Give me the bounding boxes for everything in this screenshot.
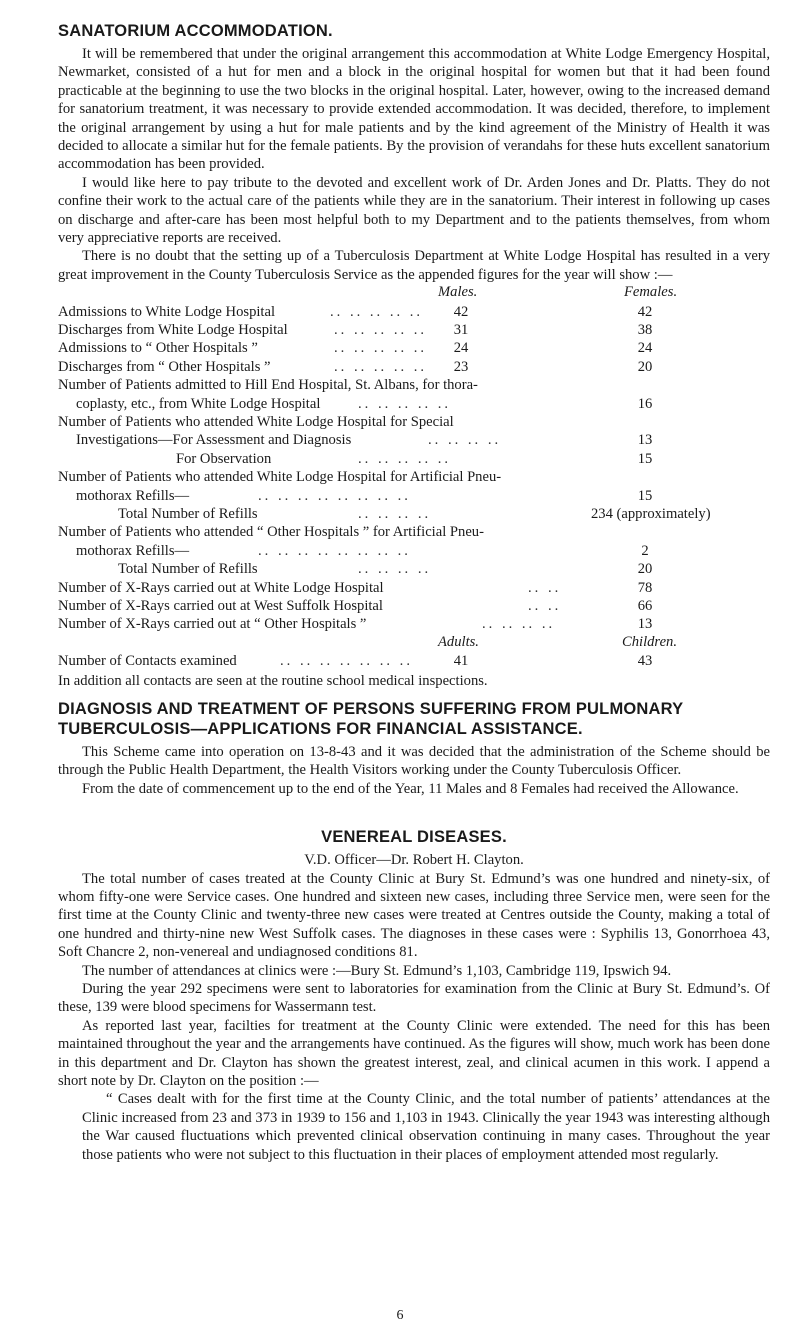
row-label: Number of X-Rays carried out at West Suffolk Hospital bbox=[58, 597, 383, 614]
row-value: 15 bbox=[637, 487, 653, 504]
leader-dots: .. .. .. .. .. bbox=[334, 322, 428, 339]
row-value: 234 (approximately) bbox=[591, 505, 711, 522]
row-label: coplasty, etc., from White Lodge Hospital bbox=[76, 395, 321, 412]
row-value: 13 bbox=[637, 432, 653, 449]
paragraph: During the year 292 specimens were sent to laboratories for examination from the Clinic at Bury St. Edmund’s. Of these, 139 were blood specimens for Wassermann test. bbox=[58, 980, 770, 1016]
column-header-females: Females. bbox=[624, 284, 678, 301]
row-value: 2 bbox=[641, 542, 649, 559]
paragraph: The number of attendances at clinics were :—Bury St. Edmund’s 1,103, Cambridge 119, Ipswich 94. bbox=[82, 962, 672, 979]
table-header bbox=[58, 284, 770, 302]
quoted-note: “ Cases dealt with for the first time at the County Clinic, and the total number of patients’ attendances at the Clinic increased from 23 and 373 in 1939 to 156 and 1,103 in 1943. Clinically the year 1943 was interesting although the War caused fluctuations which prevented clinical observation continuing in many cases. Throughout the year those patients who were not subject to this fluctuation in their places of employment attended most regularly. bbox=[82, 1091, 770, 1163]
column-header-males: Males. bbox=[438, 284, 478, 301]
row-value: 13 bbox=[637, 616, 653, 633]
table-row bbox=[58, 303, 770, 321]
section-heading-diagnosis: DIAGNOSIS AND TREATMENT OF PERSONS SUFFERING FROM PULMONARY TUBERCULOSIS—APPLICATIONS FOR FINANCIAL ASSISTANCE. bbox=[58, 699, 684, 738]
table-row bbox=[58, 560, 770, 578]
page-content bbox=[58, 22, 770, 1164]
row-label: Discharges from “ Other Hospitals ” bbox=[58, 358, 271, 375]
row-label: Discharges from White Lodge Hospital bbox=[58, 322, 288, 339]
row-label: Number of X-Rays carried out at White Lodge Hospital bbox=[58, 579, 384, 596]
row-label: Number of Patients admitted to Hill End Hospital, St. Albans, for thora- bbox=[58, 377, 478, 394]
paragraph: In addition all contacts are seen at the routine school medical inspections. bbox=[58, 673, 488, 690]
leader-dots: .. .. .. .. .. .. .. .. bbox=[258, 487, 411, 504]
row-label: Investigations—For Assessment and Diagnosis bbox=[76, 432, 352, 449]
table-row bbox=[58, 395, 770, 413]
table-row bbox=[58, 542, 770, 560]
paragraph: As reported last year, facilties for treatment at the County Clinic were extended. The need for this has been maintained throughout the year and the arrangements have continued. As the figures will show, much work has been done in this department and Dr. Clayton has shown the greatest interest, zeal, and clinical acumen in this work. I append a short note by Dr. Clayton on the position :— bbox=[58, 1017, 770, 1089]
table-row bbox=[58, 615, 770, 633]
statistics-table bbox=[58, 284, 770, 670]
table-row bbox=[58, 358, 770, 376]
row-value: 66 bbox=[637, 597, 653, 614]
leader-dots: .. .. .. .. .. bbox=[334, 358, 428, 375]
row-value: 78 bbox=[637, 579, 653, 596]
leader-dots: .. .. .. .. .. .. .. bbox=[280, 653, 413, 670]
leader-dots: .. .. .. .. .. bbox=[358, 450, 452, 467]
leader-dots: .. .. bbox=[528, 579, 562, 596]
table-row bbox=[58, 579, 770, 597]
row-label: Number of Patients who attended White Lodge Hospital for Artificial Pneu- bbox=[58, 469, 502, 486]
row-label: Number of Contacts examined bbox=[58, 653, 237, 670]
paragraph: It will be remembered that under the original arrangement this accommodation at White Lodge Emergency Hospital, Newmarket, consisted of a hut for men and a block in the original hospital for women but that it had been found practicable at the beginning to use the two blocks in the original hospital. Later, however, owing to the increased demand for sanatorium treatment, it was necessary to provide extended accommodation. It was decided, therefore, to implement the original arrangement by using a hut for male patients and by the kind agreement of the Ministry of Health it was decided to allocate a similar hut for the female patients. By the provision of verandahs for these huts excellent sanatorium accommodation has been provided. bbox=[58, 46, 770, 173]
row-label: Total Number of Refills bbox=[118, 561, 258, 578]
table-row bbox=[58, 487, 770, 505]
table-row bbox=[58, 468, 770, 486]
table-row bbox=[58, 523, 770, 541]
females-value: 24 bbox=[637, 340, 653, 357]
table-row bbox=[58, 339, 770, 357]
paragraph: From the date of commencement up to the end of the Year, 11 Males and 8 Females had received the Allowance. bbox=[82, 780, 739, 797]
row-label: Admissions to White Lodge Hospital bbox=[58, 303, 276, 320]
table-row bbox=[58, 431, 770, 449]
adults-value: 41 bbox=[453, 653, 469, 670]
table-row bbox=[58, 505, 770, 523]
leader-dots: .. .. bbox=[528, 597, 562, 614]
table-row bbox=[58, 652, 770, 670]
leader-dots: .. .. .. .. bbox=[428, 432, 502, 449]
row-value: 15 bbox=[637, 450, 653, 467]
table-row bbox=[58, 450, 770, 468]
males-value: 23 bbox=[453, 358, 469, 375]
males-value: 24 bbox=[453, 340, 469, 357]
column-header-children: Children. bbox=[622, 633, 677, 650]
table-row bbox=[58, 376, 770, 394]
leader-dots: .. .. .. .. .. bbox=[330, 303, 424, 320]
leader-dots: .. .. .. .. .. .. .. .. bbox=[258, 542, 411, 559]
paragraph: There is no doubt that the setting up of a Tuberculosis Department at White Lodge Hospital has resulted in a very great improvement in the County Tuberculosis Service as the appended figures for the year will show :— bbox=[58, 248, 770, 283]
males-value: 42 bbox=[453, 303, 469, 320]
leader-dots: .. .. .. .. .. bbox=[334, 340, 428, 357]
row-label: mothorax Refills— bbox=[76, 487, 190, 504]
leader-dots: .. .. .. .. bbox=[358, 561, 432, 578]
page-number: 6 bbox=[396, 1308, 404, 1323]
row-value: 20 bbox=[637, 561, 653, 578]
row-label: Total Number of Refills bbox=[118, 505, 258, 522]
table-header bbox=[58, 634, 770, 652]
row-label: Number of Patients who attended “ Other Hospitals ” for Artificial Pneu- bbox=[58, 524, 484, 541]
paragraph: This Scheme came into operation on 13-8-43 and it was decided that the administration of the Scheme should be through the Public Health Department, the Health Visitors working under the County Tuberculosis Officer. bbox=[58, 743, 770, 779]
table-row bbox=[58, 413, 770, 431]
section-heading-sanatorium: SANATORIUM ACCOMMODATION. bbox=[58, 22, 333, 40]
leader-dots: .. .. .. .. bbox=[358, 505, 432, 522]
paragraph: The total number of cases treated at the County Clinic at Bury St. Edmund’s was one hundred and ninety-six, of whom fifty-one were Service cases. One hundred and sixteen new cases, including three Service men, were seen for the first time at the County Clinic and twenty-three new cases were treated at Centres outside the County, making a total of one hundred and thirty-nine new West Suffolk cases. The diagnoses in these cases were : Syphilis 13, Gonorrhoea 43, Soft Chancre 2, non-venereal and undiagnosed conditions 81. bbox=[58, 870, 770, 961]
row-label: Admissions to “ Other Hospitals ” bbox=[58, 340, 258, 357]
females-value: 20 bbox=[637, 358, 653, 375]
column-header-adults: Adults. bbox=[438, 633, 479, 650]
females-value: 42 bbox=[637, 303, 653, 320]
row-label: mothorax Refills— bbox=[76, 542, 190, 559]
section-heading-venereal: VENEREAL DISEASES. bbox=[321, 828, 507, 847]
children-value: 43 bbox=[637, 653, 653, 670]
officer-line: V.D. Officer—Dr. Robert H. Clayton. bbox=[304, 852, 524, 869]
females-value: 38 bbox=[637, 322, 653, 339]
table-row bbox=[58, 597, 770, 615]
males-value: 31 bbox=[453, 322, 469, 339]
leader-dots: .. .. .. .. bbox=[482, 616, 556, 633]
row-label: Number of Patients who attended White Lodge Hospital for Special bbox=[58, 414, 454, 431]
leader-dots: .. .. .. .. .. bbox=[358, 395, 452, 412]
table-row bbox=[58, 321, 770, 339]
row-value: 16 bbox=[637, 395, 653, 412]
paragraph: I would like here to pay tribute to the devoted and excellent work of Dr. Arden Jones and Dr. Platts. They do not confine their work to the actual care of the patients while they are in the sanatorium. Their interest in following up cases on discharge and after-care has been most helpful both to my Department and to the patients themselves, from whom very appreciative reports are received. bbox=[58, 174, 770, 247]
row-label: Number of X-Rays carried out at “ Other Hospitals ” bbox=[58, 616, 367, 633]
row-label: For Observation bbox=[176, 450, 272, 467]
